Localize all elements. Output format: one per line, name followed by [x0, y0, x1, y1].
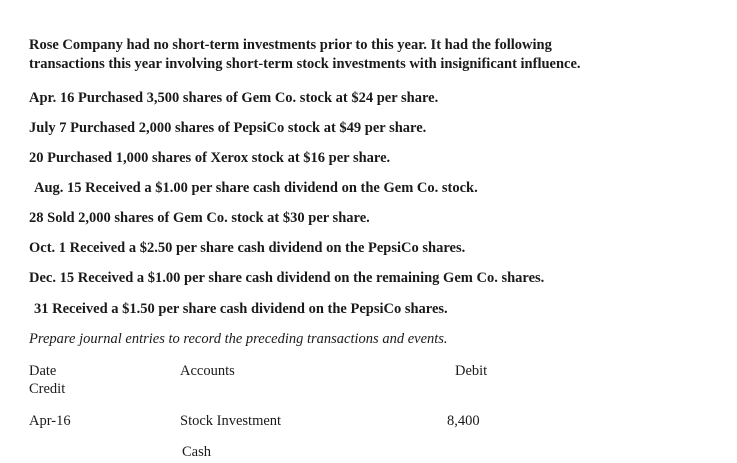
- transaction-item: 20 Purchased 1,000 shares of Xerox stock at $16 per share.: [29, 150, 391, 166]
- header-date: Date: [29, 363, 57, 379]
- entry-debit-account: Stock Investment: [180, 413, 282, 429]
- intro-line-2: transactions this year involving short-term stock investments with insignificant influence.: [29, 56, 581, 72]
- header-accounts: Accounts: [180, 363, 235, 379]
- transaction-item: 28 Sold 2,000 shares of Gem Co. stock at $30 per share.: [29, 210, 370, 226]
- entry-date: Apr-16: [29, 413, 71, 429]
- entry-credit-account: Cash: [182, 444, 211, 460]
- header-debit: Debit: [455, 363, 488, 379]
- transaction-item: July 7 Purchased 2,000 shares of PepsiCo stock at $49 per share.: [29, 120, 427, 136]
- transaction-item: 31 Received a $1.50 per share cash dividend on the PepsiCo shares.: [34, 301, 448, 317]
- header-credit: Credit: [29, 381, 66, 397]
- instruction-text: Prepare journal entries to record the preceding transactions and events.: [29, 331, 448, 347]
- transaction-item: Apr. 16 Purchased 3,500 shares of Gem Co. stock at $24 per share.: [29, 90, 439, 106]
- transaction-item: Oct. 1 Received a $2.50 per share cash dividend on the PepsiCo shares.: [29, 240, 466, 256]
- entry-debit-amount: 8,400: [447, 413, 480, 429]
- transaction-item: Dec. 15 Received a $1.00 per share cash dividend on the remaining Gem Co. shares.: [29, 270, 545, 286]
- transaction-item: Aug. 15 Received a $1.00 per share cash dividend on the Gem Co. stock.: [34, 180, 478, 196]
- intro-line-1: Rose Company had no short-term investments prior to this year. It had the following: [29, 37, 552, 53]
